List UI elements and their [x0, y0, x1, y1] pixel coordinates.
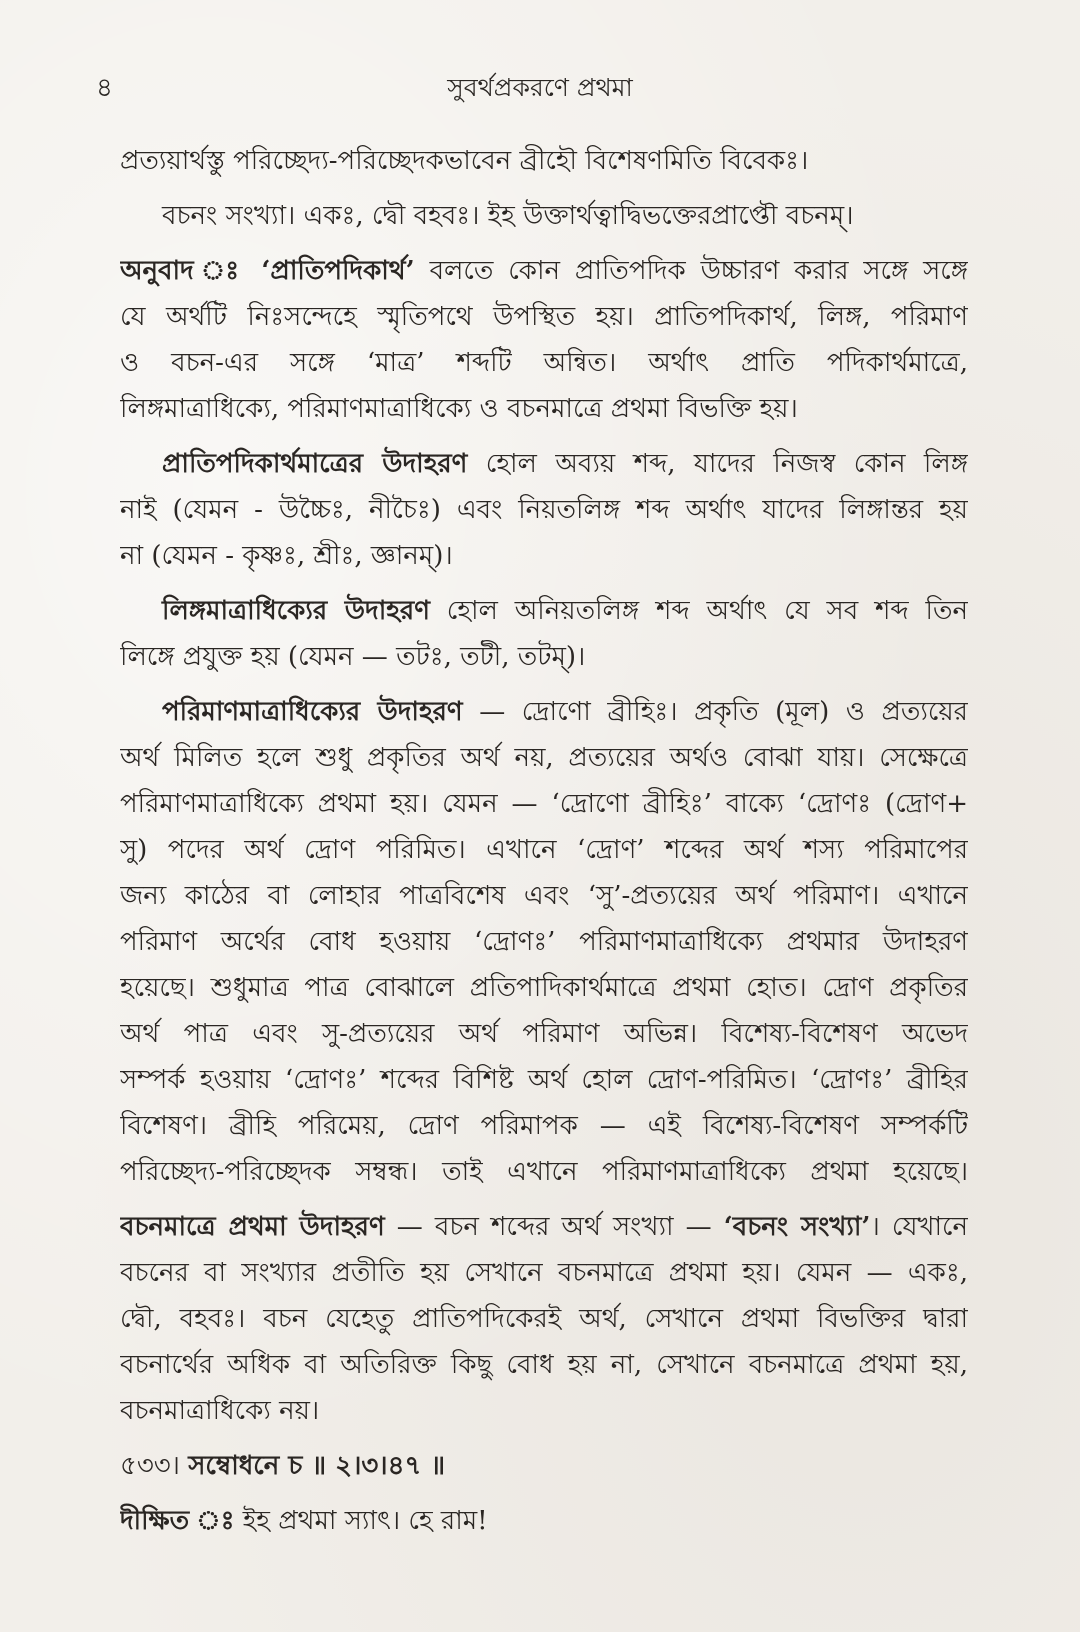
text-line — [120, 487, 968, 533]
line-text: না (যেমন - কৃষ্ণঃ, শ্রীঃ, জ্ঞানম্)। — [120, 541, 453, 571]
text-line — [120, 781, 968, 827]
line-text: দ্বৌ, বহবঃ। বচন যেহেতু প্রাতিপদিকেরই অর্থ, সেখানে প্রথমা বিভক্তির দ্বারা — [120, 1304, 968, 1334]
page-number: ৪ — [96, 73, 113, 103]
translation-paragraph — [120, 248, 968, 432]
sutra-text: সম্বোধনে চ ॥ ২।৩।৪৭ ॥ — [188, 1451, 446, 1481]
line-text: অর্থ মিলিত হলে শুধু প্রকৃতির অর্থ নয়, প্রত্যয়ের অর্থও বোঝা যায়। সেক্ষেত্রে — [120, 743, 968, 773]
text-line — [120, 634, 968, 680]
text-line — [120, 1443, 968, 1489]
bold-term: পরিমাণমাত্রাধিক্যের উদাহরণ — [162, 697, 463, 727]
text-line — [120, 248, 968, 294]
text-line — [120, 1103, 968, 1149]
line-text: যে অর্থটি নিঃসন্দেহে স্মৃতিপথে উপস্থিত হয়। প্রাতিপদিকার্থ, লিঙ্গ, পরিমাণ — [120, 302, 968, 332]
running-title: সুবর্থপ্রকরণে প্রথমা — [447, 73, 633, 102]
bold-term: দীক্ষিত ঃ — [120, 1506, 235, 1536]
line-text: জন্য কাঠের বা লোহার পাত্রবিশেষ এবং ‘সু’-প্রত্যয়ের অর্থ পরিমাণ। এখানে — [120, 881, 968, 911]
line-text: নাই (যেমন - উচ্চৈঃ, নীচৈঃ) এবং নিয়তলিঙ্গ শব্দ অর্থাৎ যাদের লিঙ্গান্তর হয় — [120, 495, 968, 525]
text-line — [120, 294, 968, 340]
text-line — [120, 1388, 968, 1434]
sutra-number: ৫৩৩। — [120, 1451, 189, 1481]
text-line — [120, 441, 968, 487]
example-paragraph — [120, 441, 968, 579]
line-text: — বচন শব্দের অর্থ সংখ্যা — — [384, 1212, 724, 1242]
text-line — [120, 1296, 968, 1342]
sanskrit-commentary-line — [120, 193, 968, 239]
line-text: — দ্রোণো ব্রীহিঃ। প্রকৃতি (মূল) ও প্রত্যয়ের — [462, 697, 968, 727]
text-line — [120, 919, 968, 965]
line-text: বচনের বা সংখ্যার প্রতীতি হয় সেখানে বচনমাত্রে প্রথমা হয়। যেমন — একঃ, — [120, 1258, 968, 1288]
line-text: পরিমাণমাত্রাধিক্যে প্রথমা হয়। যেমন — ‘দ্রোণো ব্রীহিঃ’ বাক্যে ‘দ্রোণঃ (দ্রোণ+ — [120, 789, 968, 819]
text-line — [120, 1204, 968, 1250]
line-text: পরিমাণ অর্থের বোধ হওয়ায় ‘দ্রোণঃ’ পরিমাণমাত্রাধিক্যে প্রথমার উদাহরণ — [120, 927, 968, 957]
text-line — [120, 1250, 968, 1296]
text-line — [120, 873, 968, 919]
line-text: লিঙ্গমাত্রাধিক্যে, পরিমাণমাত্রাধিক্যে ও বচনমাত্রে প্রথমা বিভক্তি হয়। — [120, 394, 798, 424]
sutra-heading — [120, 1443, 968, 1489]
line-text: সু) পদের অর্থ দ্রোণ পরিমিত। এখানে ‘দ্রোণ’ শব্দের অর্থ শস্য পরিমাপের — [120, 835, 968, 865]
text-line — [120, 193, 968, 239]
line-text: বচনং সংখ্যা। একঃ, দ্বৌ বহবঃ। ইহ উক্তার্থত্বাদ্বিভক্তেরপ্রাপ্তৌ বচনম্। — [162, 201, 854, 231]
line-text: প্রত্যয়ার্থস্তু পরিচ্ছেদ্য-পরিচ্ছেদকভাবেন ব্রীহৌ বিশেষণমিতি বিবেকঃ। — [120, 146, 809, 176]
commentary-line — [120, 1498, 968, 1544]
line-text: বিশেষণ। ব্রীহি পরিমেয়, দ্রোণ পরিমাপক — এই বিশেষ্য-বিশেষণ সম্পর্কটি — [120, 1111, 968, 1141]
line-text: ও বচন-এর সঙ্গে ‘মাত্র’ শব্দটি অন্বিত। অর্থাৎ প্রাতি পদিকার্থমাত্রে, — [120, 348, 968, 378]
line-text: হয়েছে। শুধুমাত্র পাত্র বোঝালে প্রতিপাদিকার্থমাত্রে প্রথমা হোত। দ্রোণ প্রকৃতির — [120, 973, 968, 1003]
text-line — [120, 138, 968, 184]
text-line — [120, 386, 968, 432]
example-paragraph — [120, 689, 968, 1195]
line-text: হোল অনিয়তলিঙ্গ শব্দ অর্থাৎ যে সব শব্দ তিন — [429, 596, 968, 626]
line-text: হোল অব্যয় শব্দ, যাদের নিজস্ব কোন লিঙ্গ — [467, 449, 968, 479]
text-line — [120, 533, 968, 579]
text-line — [120, 1149, 968, 1195]
bold-term: প্রাতিপদিকার্থমাত্রের উদাহরণ — [162, 449, 468, 479]
text-line — [120, 1057, 968, 1103]
line-text: ইহ প্রথমা স্যাৎ। হে রাম! — [234, 1506, 488, 1536]
page-body — [120, 138, 968, 1544]
line-text: । যেখানে — [870, 1212, 968, 1242]
example-paragraph — [120, 588, 968, 680]
line-text: সম্পর্ক হওয়ায় ‘দ্রোণঃ’ শব্দের বিশিষ্ট অর্থ হোল দ্রোণ-পরিমিত। ‘দ্রোণঃ’ ব্রীহির — [120, 1065, 968, 1095]
bold-term: অনুবাদ ঃ ‘প্রাতিপদিকার্থ’ — [120, 256, 415, 286]
line-text: বচনার্থের অধিক বা অতিরিক্ত কিছু বোধ হয় না, সেখানে বচনমাত্রে প্রথমা হয়, — [120, 1350, 968, 1380]
text-line — [120, 689, 968, 735]
line-text: অর্থ পাত্র এবং সু-প্রত্যয়ের অর্থ পরিমাণ অভিন্ন। বিশেষ্য-বিশেষণ অভেদ — [120, 1019, 968, 1049]
example-paragraph — [120, 1204, 968, 1434]
line-text: পরিচ্ছেদ্য-পরিচ্ছেদক সম্বন্ধ। তাই এখানে পরিমাণমাত্রাধিক্যে প্রথমা হয়েছে। — [120, 1157, 968, 1187]
line-text: বলতে কোন প্রাতিপদিক উচ্চারণ করার সঙ্গে সঙ্গে — [414, 256, 968, 286]
text-line — [120, 827, 968, 873]
text-line — [120, 1011, 968, 1057]
bold-term: ‘বচনং সংখ্যা’ — [723, 1212, 871, 1242]
text-line — [120, 735, 968, 781]
text-line — [120, 965, 968, 1011]
bold-term: লিঙ্গমাত্রাধিক্যের উদাহরণ — [162, 596, 430, 626]
bold-term: বচনমাত্রে প্রথমা উদাহরণ — [120, 1212, 385, 1242]
line-text: লিঙ্গে প্রযুক্ত হয় (যেমন — তটঃ, তটী, তটম্)। — [120, 642, 586, 672]
text-line — [120, 588, 968, 634]
line-text: বচনমাত্রাধিক্যে নয়। — [120, 1396, 320, 1426]
text-line — [120, 340, 968, 386]
sanskrit-commentary-line — [120, 138, 968, 184]
text-line — [120, 1498, 968, 1544]
text-line — [120, 1342, 968, 1388]
